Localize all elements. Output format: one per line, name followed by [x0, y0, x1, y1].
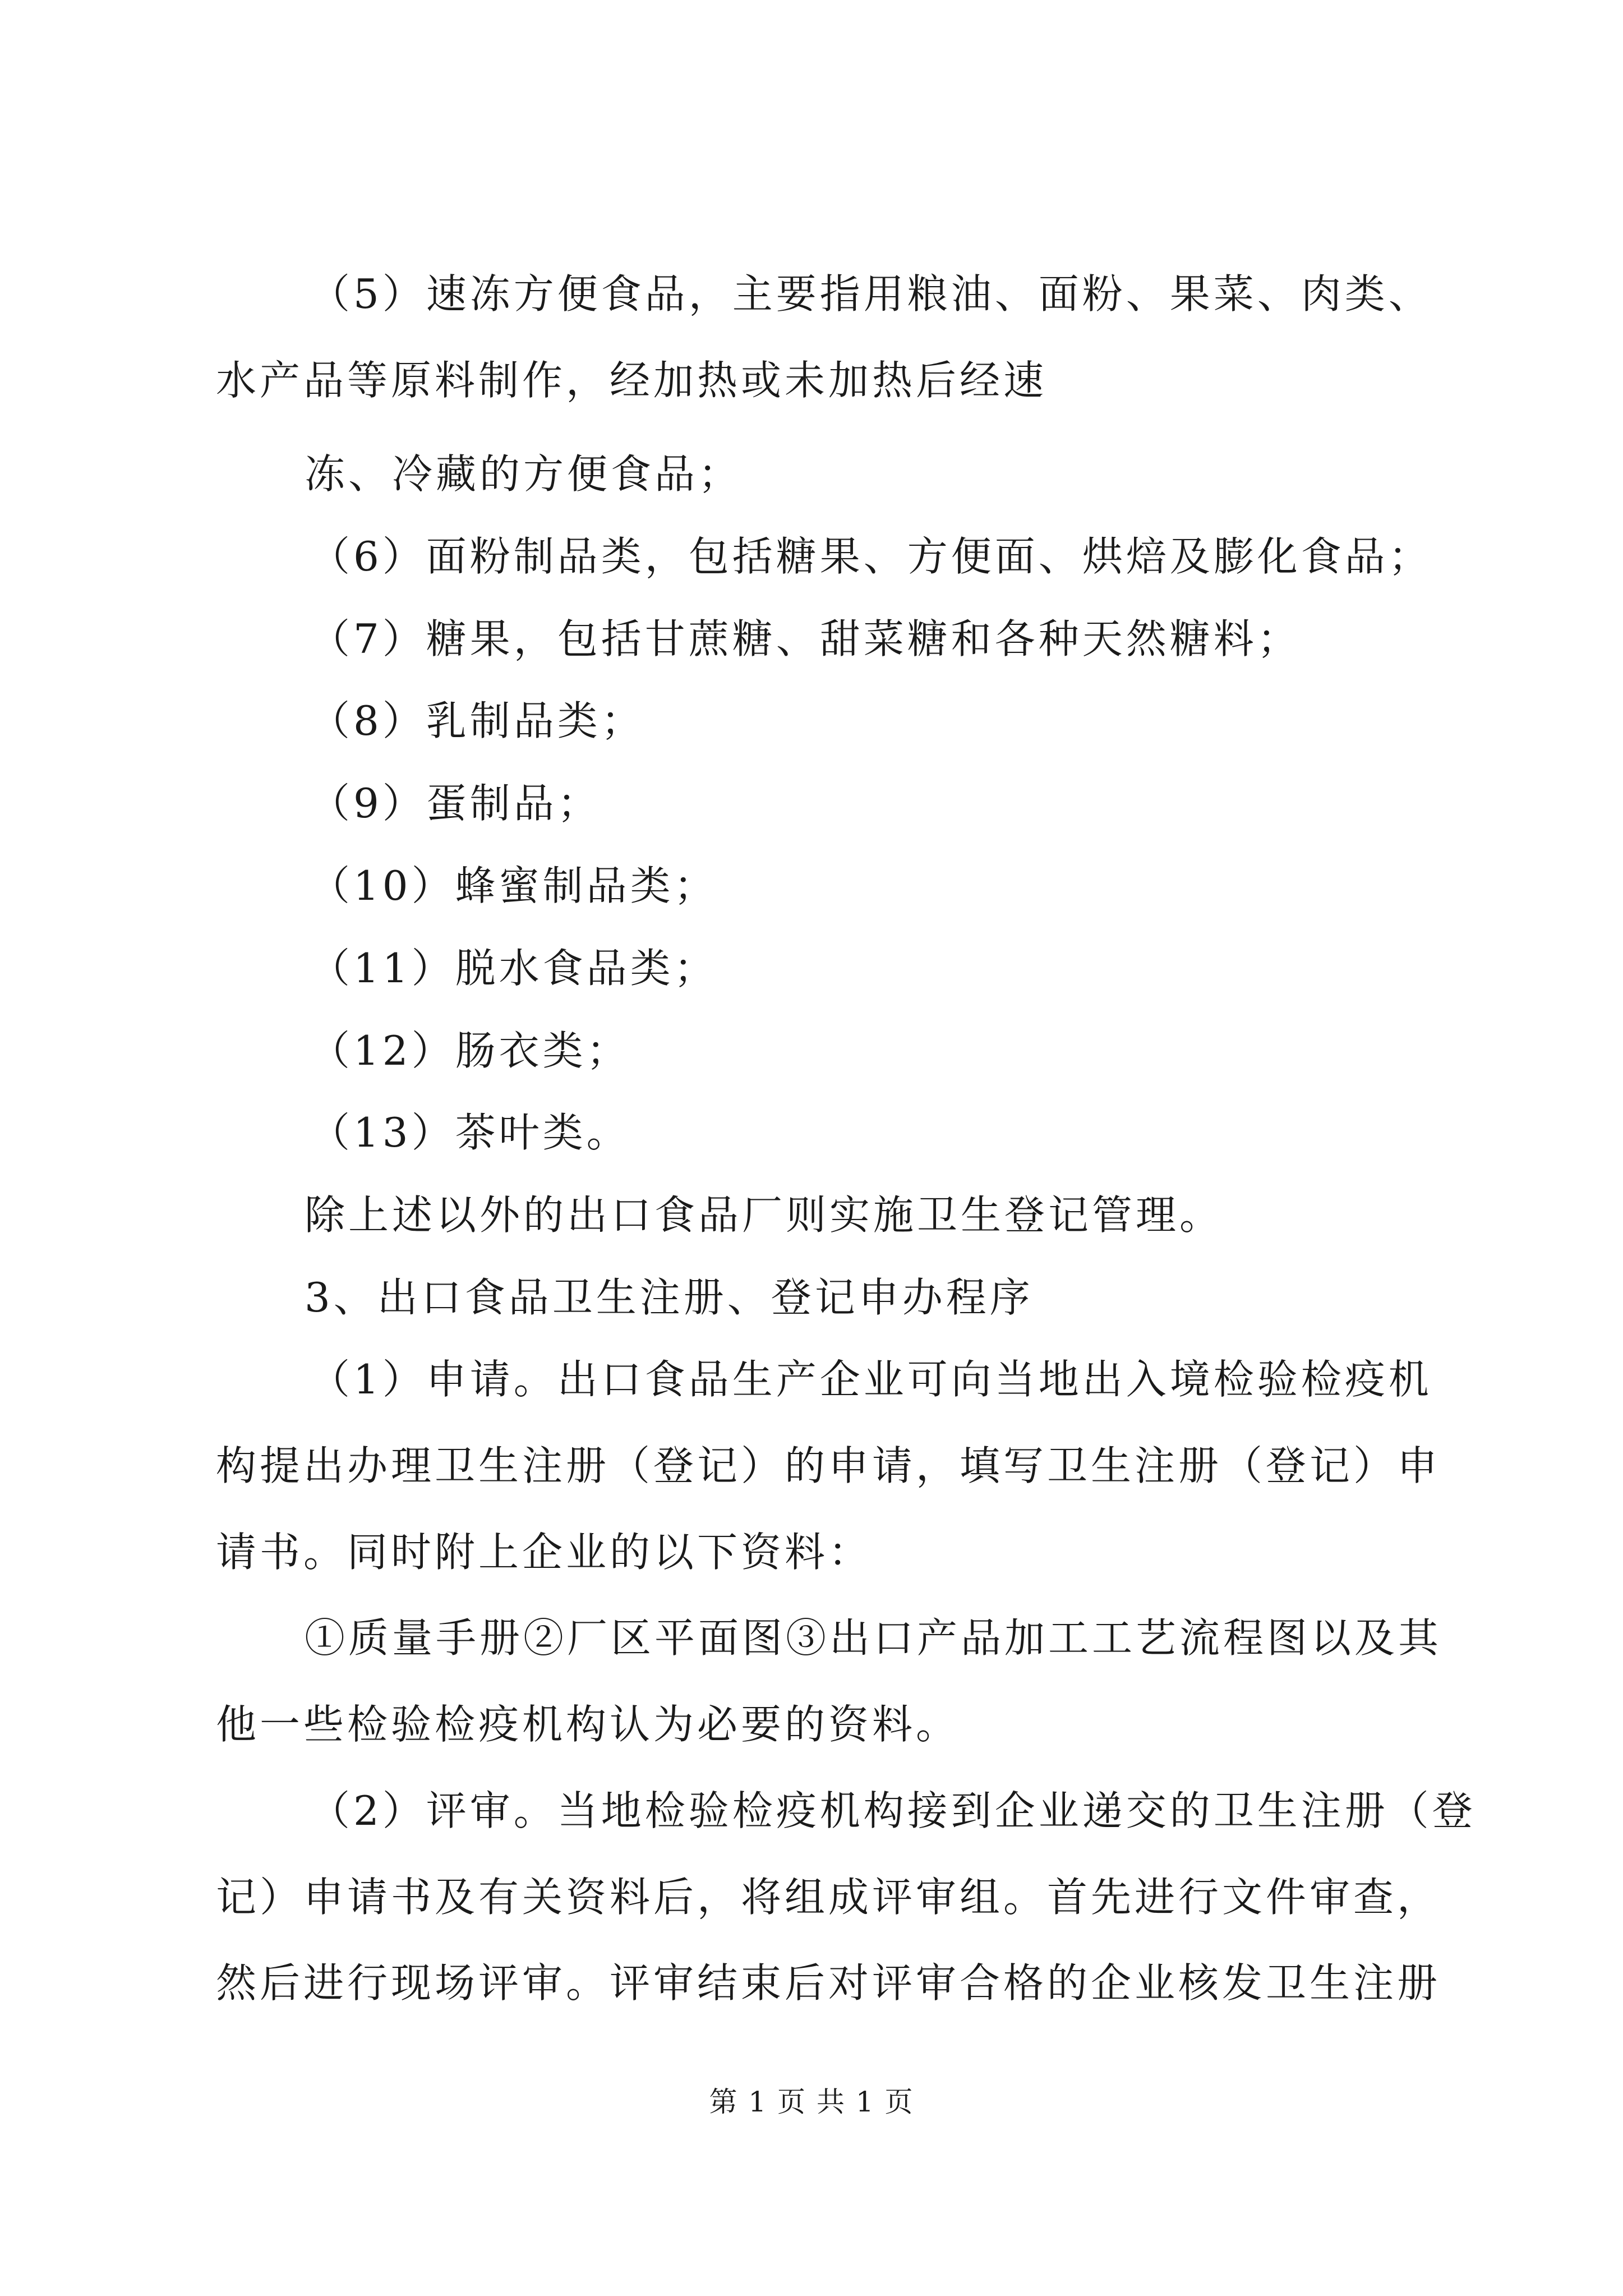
paragraph-line: （6）面粉制品类，包括糖果、方便面、烘焙及膨化食品；: [310, 533, 1432, 580]
paragraph-line: ①质量手册②厂区平面图③出口产品加工工艺流程图以及其: [305, 1614, 1442, 1662]
paragraph-line: （8）乳制品类；: [310, 697, 645, 744]
paragraph-line: （13）茶叶类。: [310, 1109, 630, 1156]
paragraph-line: （10）蜂蜜制品类；: [310, 862, 718, 909]
paragraph-line: 请书。同时附上企业的以下资料：: [216, 1529, 873, 1576]
paragraph-line: （9）蛋制品；: [310, 780, 601, 827]
paragraph-line: 然后进行现场评审。评审结束后对评审合格的企业核发卫生注册: [216, 1959, 1441, 2007]
paragraph-line: （1）申请。出口食品生产企业可向当地出入境检验检疫机: [310, 1356, 1432, 1403]
page-footer: 第 1 页 共 1 页: [709, 2086, 914, 2118]
paragraph-line: 水产品等原料制作，经加热或未加热后经速: [216, 357, 1048, 404]
paragraph-line: （11）脱水食品类；: [310, 945, 718, 992]
paragraph-line: 除上述以外的出口食品厂则实施卫生登记管理。: [305, 1191, 1224, 1239]
section-heading: 3、出口食品卫生注册、登记申办程序: [305, 1274, 1034, 1321]
paragraph-line: （7）糖果，包括甘蔗糖、甜菜糖和各种天然糖料；: [310, 615, 1301, 662]
paragraph-line: 冻、冷藏的方便食品；: [305, 450, 743, 498]
paragraph-line: 构提出办理卫生注册（登记）的申请，填写卫生注册（登记）申: [216, 1442, 1441, 1489]
paragraph-line: （12）肠衣类；: [310, 1027, 630, 1074]
paragraph-line: （2）评审。当地检验检疫机构接到企业递交的卫生注册（登: [310, 1787, 1476, 1834]
paragraph-line: 他一些检验检疫机构认为必要的资料。: [216, 1701, 960, 1748]
paragraph-line: 记）申请书及有关资料后，将组成评审组。首先进行文件审查，: [216, 1874, 1441, 1921]
paragraph-line: （5）速冻方便食品，主要指用粮油、面粉、果菜、肉类、: [310, 270, 1432, 318]
